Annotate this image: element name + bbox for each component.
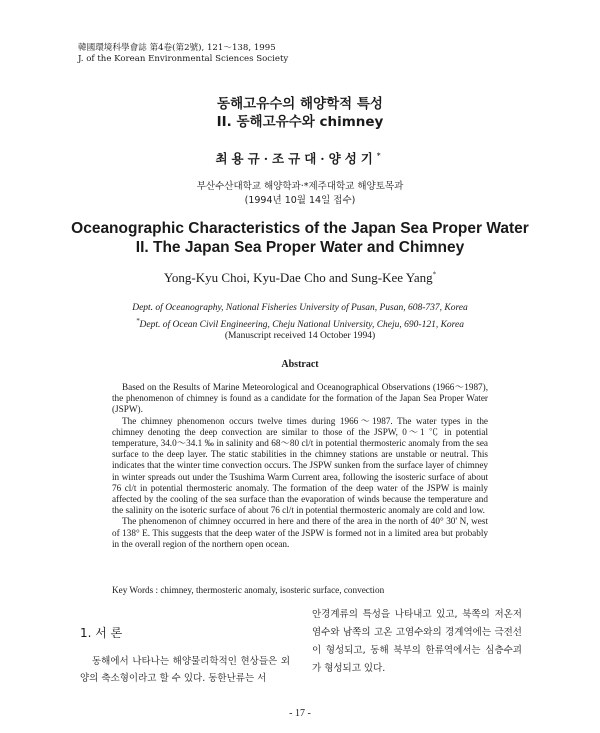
korean-title-line1: 동해고유수의 해양학적 특성 <box>217 96 383 112</box>
page-number: - 17 - <box>289 708 311 719</box>
keywords: Key Words : chimney, thermosteric anomaly, isosteric surface, convection <box>112 585 385 595</box>
body-paragraph-left: 동해에서 나타나는 해양물리학적인 현상들은 외양의 축소형이라고 할 수 있다. 동한난류는 서 <box>80 656 290 684</box>
abstract-paragraph-2: The chimney phenomenon occurs twelve times during 1966～1987. The water types in the chimney denoting the deep convection are similar to those of the JSPW, 0～1 ℃ in potential temperature, 34.0～34.1 ‰ in salinity and 68～80 cl/t in potential thermosteric anomaly from the sea surface to the deep layer. The static stabilities in the chimney stations are unstable or neutral. This indicates that the winter time convection occurs. The JSPW sunken from the surface layer of chimney in winter spreads out under the Tsushima Warm Current area, following the isosteric surface of about 76 cl/t in potential thermosteric anomaly. The formation of the deep water of the JSPW is mainly affected by the cooling of the sea surface than the evaporation of winds because the temperature and the salinity on the isoteric surface of about 76 cl/t in potential thermosteric anomaly are cold and low. <box>112 415 488 516</box>
section-heading-introduction: 1. 서 론 <box>80 626 123 640</box>
korean-affiliation: 부산수산대학교 해양학과·*제주대학교 해양토목과 <box>196 181 404 192</box>
korean-authors <box>0 149 600 167</box>
english-affiliation-2-text: Dept. of Ocean Civil Engineering, Cheju National University, Cheju, 690-121, Korea <box>139 320 464 331</box>
english-author-mark: * <box>432 270 437 279</box>
korean-received-date: (1994년 10월 14일 접수) <box>244 195 356 206</box>
body-paragraph-right: 안경계류의 특성을 나타내고 있고, 북쪽의 저온저염수와 남쪽의 고온 고염수와의 경계역에는 극전선이 형성되고, 동해 북부의 한류역에서는 심층수괴가 형성되고 있다. <box>312 609 522 674</box>
english-affiliation-1: Dept. of Oceanography, National Fisheries University of Pusan, Pusan, 608-737, Korea <box>132 303 468 313</box>
body-column-right <box>312 606 522 678</box>
english-affiliation-2 <box>0 317 600 330</box>
journal-citation <box>78 43 288 65</box>
manuscript-received: (Manuscript received 14 October 1994) <box>224 331 376 341</box>
korean-author-names: 최용규·조규대·양성기 <box>215 151 377 166</box>
english-title-line2: II. The Japan Sea Proper Water and Chimney <box>135 239 465 256</box>
abstract-body <box>112 382 488 550</box>
abstract-paragraph-3: The phenomenon of chimney occurred in here and there of the area in the north of 40° 30' N, west of 138° E. This suggests that the deep water of the JSPW is formed not in a limited area but probably in the overall region of the northern open ocean. <box>112 516 488 549</box>
abstract-paragraph-1: Based on the Results of Marine Meteorological and Oceanographical Observations (1966～1987), the phenomenon of chimney is found as a candidate for the formation of the Japan Sea Proper Water (JSPW). <box>112 382 488 415</box>
korean-author-mark: * <box>376 150 385 160</box>
journal-line-english: J. of the Korean Environmental Sciences Society <box>78 54 289 64</box>
english-affiliation-mark: * <box>136 317 140 325</box>
body-column-left <box>80 653 290 687</box>
abstract-heading: Abstract <box>281 359 319 370</box>
journal-line-korean: 韓國環境科學會誌 第4卷(第2號), 121～138, 1995 <box>78 43 276 53</box>
korean-title-line2: II. 동해고유수와 chimney <box>216 114 384 130</box>
english-title-line1: Oceanographic Characteristics of the Japan Sea Proper Water <box>71 220 529 237</box>
english-authors <box>0 270 600 286</box>
english-author-names: Yong-Kyu Choi, Kyu-Dae Cho and Sung-Kee Yang <box>163 270 433 285</box>
